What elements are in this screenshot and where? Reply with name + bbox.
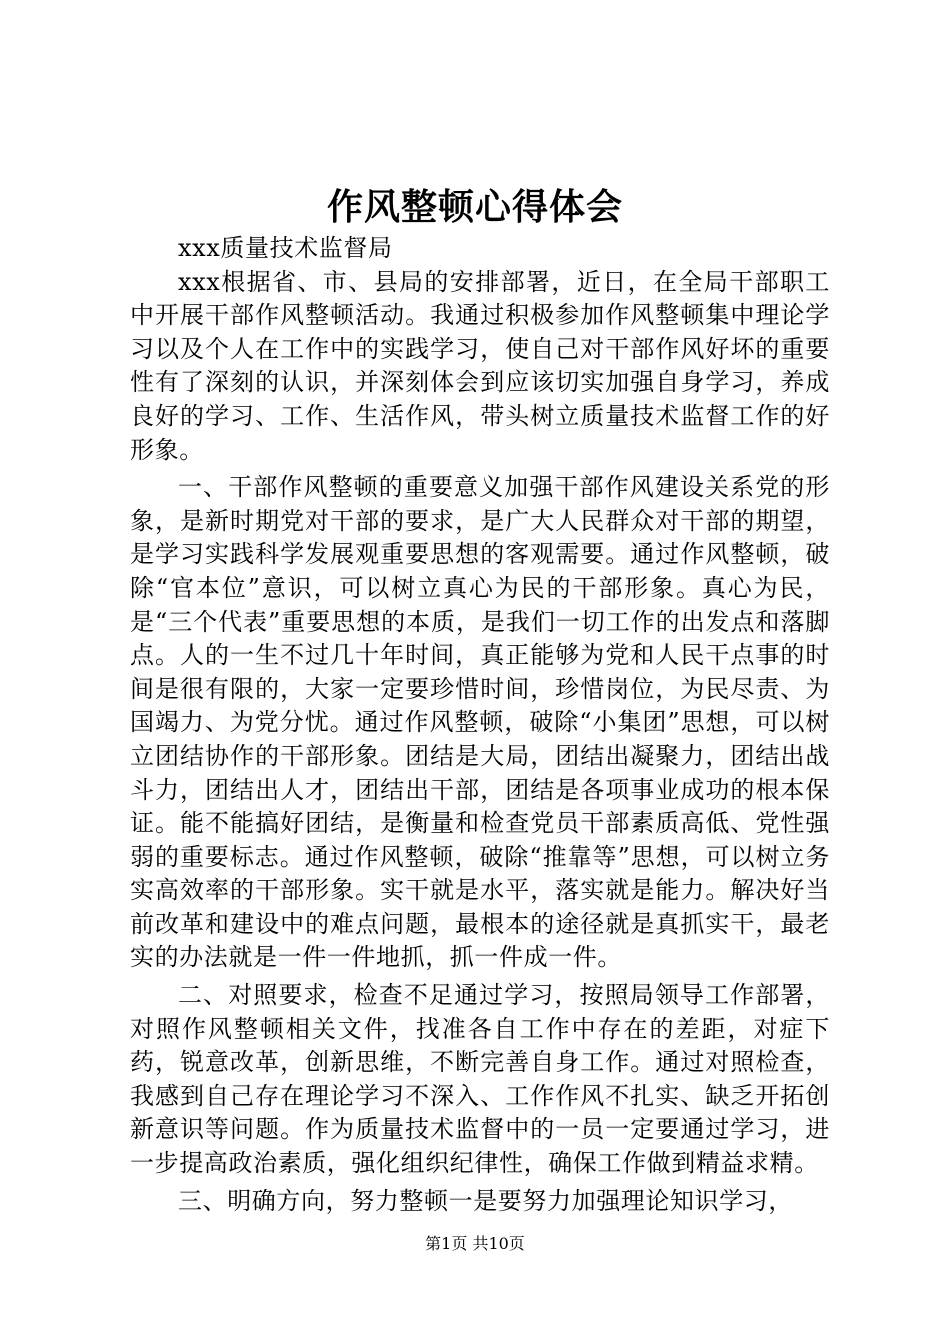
paragraph-section-1: 一、干部作风整顿的重要意义加强干部作风建设关系党的形象，是新时期党对干部的要求，是广大人民群众对干部的期望，是学习实践科学发展观重要思想的客观需要。通过作风整顿，破除“官本位”意识，可以树立真心为民的干部形象。真心为民，是“三个代表”重要思想的本质，是我们一切工作的出发点和落脚点。人的一生不过几十年时间，真正能够为党和人民干点事的时间是很有限的，大家一定要珍惜时间，珍惜岗位，为民尽责、为国竭力、为党分忧。通过作风整顿，破除“小集团”思想，可以树立团结协作的干部形象。团结是大局，团结出凝聚力，团结出战斗力，团结出人才，团结出干部，团结是各项事业成功的根本保证。能不能搞好团结，是衡量和检查党员干部素质高低、党性强弱的重要标志。通过作风整顿，破除“推靠等”思想，可以树立务实高效率的干部形象。实干就是水平，落实就是能力。解决好当前改革和建设中的难点问题，最根本的途径就是真抓实干，最老实的办法就是一件一件地抓，抓一件成一件。 (130, 473, 830, 972)
paragraph-issuer: xxx质量技术监督局 (178, 234, 393, 262)
paragraph-section-3: 三、明确方向，努力整顿一是要努力加强理论知识学习， (178, 1186, 793, 1215)
paragraph-intro: xxx根据省、市、县局的安排部署，近日，在全局干部职工中开展干部作风整顿活动。我通过积极参加作风整顿集中理论学习以及个人在工作中的实践学习，使自己对干部作风好坏的重要性有了深刻的认识，并深刻体会到应该切实加强自身学习，养成良好的学习、工作、生活作风，带头树立质量技术监督工作的好形象。 (130, 267, 830, 464)
document-body (130, 232, 830, 1218)
document-title: 作风整顿心得体会 (326, 186, 623, 228)
page-footer: 第1页 共10页 (425, 1234, 525, 1253)
paragraph-section-2: 二、对照要求，检查不足通过学习，按照局领导工作部署，对照作风整顿相关文件，找准各自工作中存在的差距，对症下药，锐意改革，创新思维，不断完善自身工作。通过对照检查，我感到自己存在理论学习不深入、工作作风不扎实、缺乏开拓创新意识等问题。作为质量技术监督中的一员一定要通过学习，进一步提高政治素质，强化组织纪律性，确保工作做到精益求精。 (130, 981, 830, 1178)
